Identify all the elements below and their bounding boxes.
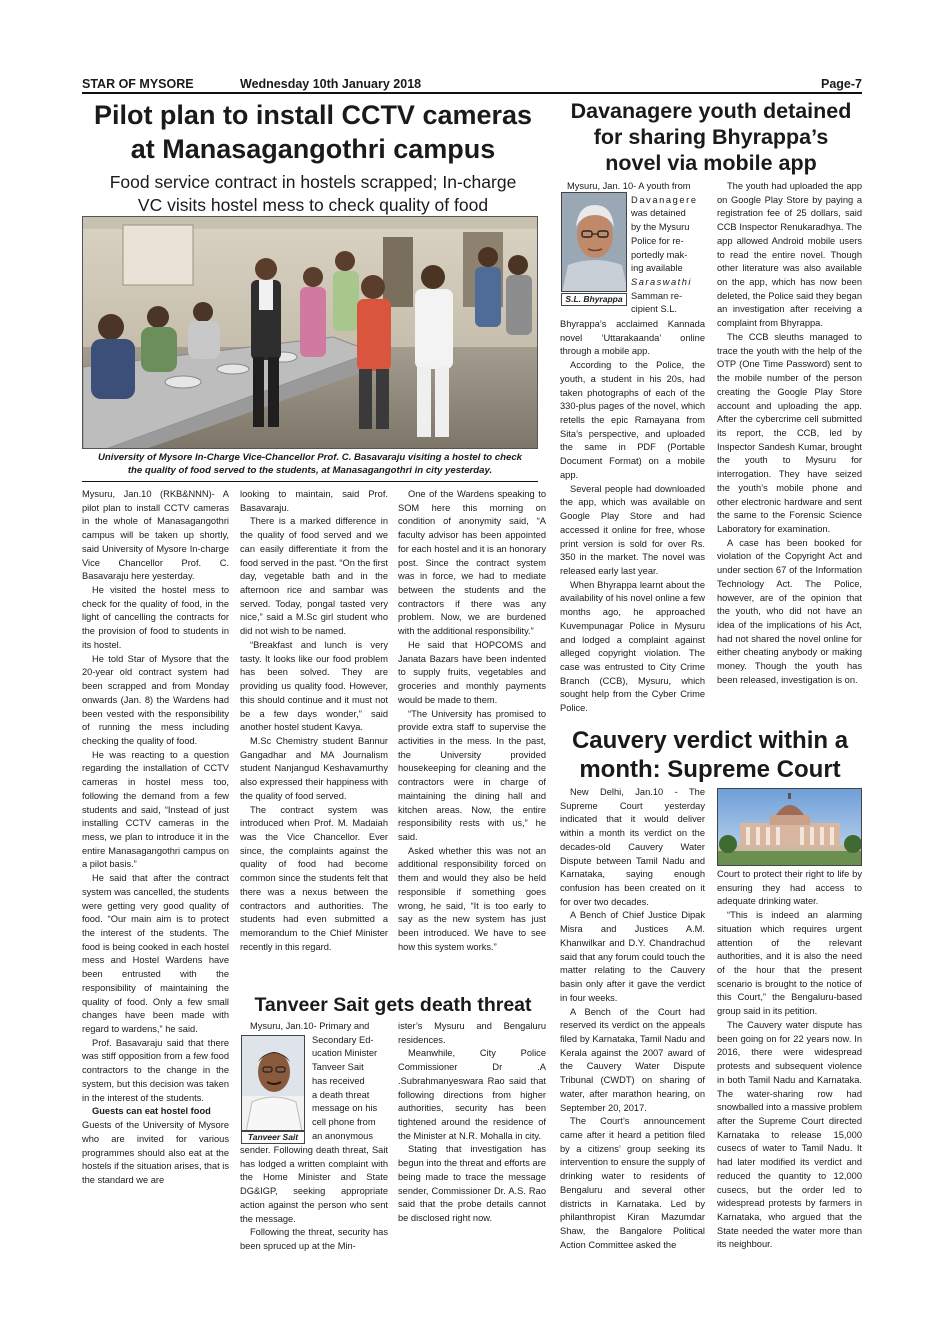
caption-line2: the quality of food served to the students, at Manasagangothri in city yesterday. (127, 465, 493, 476)
cctv-subhead: Guests can eat hostel food (92, 1106, 211, 1117)
cctv-column-3 (398, 488, 546, 988)
hostel-photo-caption (82, 451, 538, 477)
bhyrappa-line: Mysuru, Jan. 10- A youth from (567, 181, 691, 191)
bhyrappa-line: was detained (631, 208, 686, 219)
tanveer-column-1-wrap (250, 1020, 390, 1140)
tanveer-column-1 (240, 1144, 388, 1264)
bhyrappa-line: Police for re- (631, 235, 684, 246)
tanveer-paragraph: sender. Following death threat, Sait has lodged a written complaint with the Home Minister and State DG&IGP, seeking appropriate action against the person who sent the message. (240, 1145, 388, 1224)
bhyrappa-column-1-wrap (567, 180, 705, 320)
bhyrappa-line: portedly mak- (631, 249, 688, 260)
cctv-headline-line2: at Manasagangothri campus (130, 134, 496, 164)
bhyrappa-paragraph: The CCB sleuths managed to trace the youth with the help of the OTP (One Time Password) sent to the mobile number of the person creating the Google Play Store account and uploading the app. After the cybercrime cell submitted its report, the CCB, led by Inspector Sandesh Kumar, brought the youth to Mysuru for interrogation. They have seized the youth’s mobile phone and other electronic hardware and sent the same to the Forensic Science Laboratory for examination. (717, 331, 862, 534)
cctv-paragraph: Asked whether this was not an additional responsibility forced on them and would they also be held responsible if something goes wrong, he said, “It is too early to say as the new system has just been introduced. We have to see how this system works.” (398, 845, 546, 952)
bhyrappa-headline (560, 98, 862, 176)
cctv-headline (82, 98, 544, 166)
bhyrappa-line: Samman re- (631, 290, 683, 301)
caption-line1: University of Mysore In-Charge Vice-Chancellor Prof. C. Basavaraju visiting a hostel to check (97, 452, 523, 463)
page-number: Page-7 (821, 77, 862, 91)
cctv-paragraph: M.Sc Chemistry student Bannur Gangadhar and MA Journalism student Nanjangud Keshavamurthy also expressed their happiness with the quality of food served. (240, 735, 388, 801)
cauvery-headline (558, 726, 862, 784)
bhyrappa-headline-line1: Davanagere youth detained (570, 99, 852, 123)
tanveer-line: an anonymous (312, 1130, 373, 1140)
cctv-paragraph: Guests of the University of Mysore who are invited for various programmes should also eat at the hostels if the situation arises, that is the standard we are (82, 1120, 229, 1185)
bhyrappa-line: Saraswathi (631, 277, 692, 288)
cauvery-paragraph: A Bench of Chief Justice Dipak Misra and Justices A.M. Khanwilkar and D.Y. Chandrachud said that any forum could touch the matter relating to the Cauvery basin only after it gave the verdict in four weeks. (560, 910, 705, 1003)
tanveer-line: message on his (312, 1103, 378, 1114)
tanveer-headline: Tanveer Sait gets death threat (254, 994, 532, 1016)
cauvery-headline-line1: Cauvery verdict within a (571, 727, 849, 754)
cctv-paragraph: He visited the hostel mess to check for the quality of food, in the light of cancelling the contracts for the provision of food to students in its hostel. (82, 585, 229, 650)
masthead (82, 74, 862, 94)
tanveer-line: Secondary Ed- (312, 1034, 374, 1045)
supreme-court-photo (717, 788, 862, 866)
bhyrappa-photo-caption: S.L. Bhyrappa (561, 293, 627, 306)
tanveer-line: a death threat (312, 1089, 370, 1100)
cauvery-column-1 (560, 786, 705, 1264)
cctv-paragraph: There is a marked difference in the quality of food served and we can easily differentiate it from the food served in the past. “On the first day, vegetable bath and in the afternoon rice and sambar was served. Today, pongal tasted very nice,” said a M.Sc girl student who did not wish to be named. (240, 516, 388, 637)
cctv-paragraph: He said that after the contract system was cancelled, the students were getting very good quality of food. “Our main aim is to protect the interest of the students. The food is being cooked in each hostel mess and Hostel Wardens have been entrusted with the responsibility of maintaining the quality of food. Only a few small changes have been made with regard to wardens,” he said. (82, 873, 229, 1035)
cctv-paragraph: “The University has promised to provide extra staff to supervise the activities in the mess. In the past, the University provided housekeeping for cleaning and the contractors were in charge of maintaining the dining hall and kitchen areas. Now, the entire responsibility rests with us,” he said. (398, 708, 546, 842)
tanveer-column-2 (398, 1020, 546, 1265)
tanveer-paragraph: Following the threat, security has been spruced up at the Min- (240, 1227, 388, 1252)
bhyrappa-line: by the Mysuru (631, 222, 690, 233)
cauvery-paragraph: “This is indeed an alarming situation which requires urgent attention of the relevant authorities, and it is also the need of the hour that the present scenario is brought to the notice of this Court,” the Bengaluru-based group said in its petition. (717, 910, 862, 1017)
bhyrappa-paragraph: When Bhyrappa learnt about the availability of his novel online a few months ago, he approached Kuvempunagar Police in Mysuru and lodged a complaint against alleged copyright violation. The case was entrusted to City Crime Branch (CCB), Mysuru, which sought help from the Cyber Crime Police. (560, 579, 705, 714)
tanveer-line: has received (312, 1075, 365, 1086)
cctv-headline-line1: Pilot plan to install CCTV cameras (93, 100, 533, 130)
bhyrappa-line: Davanagere (631, 194, 698, 205)
cctv-subheadline (82, 171, 544, 217)
bhyrappa-column-2 (717, 180, 862, 725)
hostel-visit-photo (82, 216, 538, 449)
cctv-paragraph: Mysuru, Jan.10 (RKB&NNN)- A pilot plan to install CCTV cameras in the whole of Manasagangothri campus will be taken up shortly, said University of Mysore In-charge Vice Chancellor Prof. C. Basavaraju here yesterday. (82, 489, 229, 582)
cauvery-headline-line2: month: Supreme Court (579, 756, 841, 783)
tanveer-line: Tanveer Sait (312, 1062, 364, 1073)
cctv-paragraph: looking to maintain, said Prof. Basavaraju. (240, 489, 388, 513)
bhyrappa-paragraph: The youth had uploaded the app on Google Play Store by paying a registration fee of 25 dollars, said CCB Inspector Renukaradhya. The app allowed Android mobile users to read the entire novel. Though other literature was also available on the app, which has now been deleted, the Police said they began an investigation after receiving a complaint from Bhyrappa. (717, 181, 862, 329)
cctv-paragraph: “Breakfast and lunch is very tasty. It looks like our food problem has been solved. They are providing us quality food. However, this should continue and it must not be a few days wonder,” said another hostel student Kavya. (240, 639, 388, 733)
tanveer-line: ucation Minister (312, 1048, 378, 1059)
bhyrappa-headline-line3: novel via mobile app (605, 151, 817, 175)
bhyrappa-column-1 (560, 318, 705, 724)
tanveer-photo-caption: Tanveer Sait (241, 1131, 305, 1144)
cctv-column-1 (82, 488, 229, 1263)
cauvery-paragraph: A Bench of the Court had reserved its verdict on the appeals filed by Karnataka, Tamil Nadu and Kerala against the 2007 award of the Cauvery Water Dispute Tribunal (CWDT) on sharing of water, after marathon hearing, on September 20, 2017. (560, 1006, 705, 1113)
cctv-column-2 (240, 488, 388, 988)
cauvery-paragraph: The Court’s announcement came after it heard a petition filed by a citizens’ group seeking its intervention to ensure the supply of drinking water to residents of Bengaluru and several other districts in Karnataka. Led by philanthropist Kiran Mazumdar Shaw, the Bangalore Political Action Committee asked the (560, 1116, 705, 1250)
cctv-paragraph: He said that HOPCOMS and Janata Bazars have been indented to supply fruits, vegetables and groceries and monthly payments would be made to them. (398, 639, 546, 705)
cctv-dek-line1: Food service contract in hostels scrapped; In-charge (109, 172, 517, 192)
bhyrappa-headline-line2: for sharing Bhyrappa’s (593, 125, 829, 149)
masthead-rule (82, 92, 862, 94)
tanveer-paragraph: ister’s Mysuru and Bengaluru residences. (398, 1021, 546, 1045)
cauvery-paragraph: Court to protect their right to life by ensuring they had access to adequate drinking water. (717, 869, 862, 907)
bhyrappa-line: cipient S.L. (631, 304, 677, 315)
tanveer-line: Mysuru, Jan.10- Primary and (250, 1021, 370, 1031)
cctv-paragraph: One of the Wardens speaking to SOM here this morning on condition of anonymity said, “A faculty advisor has been appointed for each hostel and it is an honorary post. Since the contract system was in force, we had to mediate between the students and the contractors if there was any problem. Now, we are burdened with the additional responsibility.” (398, 489, 546, 637)
bhyrappa-paragraph: Several people had downloaded the app, which was available on Google Play Store and had accessed it online for free, whose print version is sold for over Rs. 350 in the market. The novel was released early last year. (560, 483, 705, 576)
caption-rule (82, 481, 538, 482)
issue-date: Wednesday 10th January 2018 (240, 77, 422, 91)
cctv-paragraph: The contract system was introduced when Prof. M. Madaiah was the Vice Chancellor. Ever since, the complaints against the quality of food had become common since the students felt that there was a nexus between the contractors and authorities. The students had even submitted a memorandum to the Chief Minister recently in this regard. (240, 804, 388, 952)
bhyrappa-line: ing available (631, 263, 683, 274)
bhyrappa-paragraph: A case has been booked for violation of the Copyright Act and under section 67 of the Information Technology Act. The Police, however, are of the opinion that the youth, who did not have an idea of the implications of his Act, had not shared the novel online for either cheating anybody or making money. Though the youth has been released, investigation is on. (717, 537, 862, 685)
cctv-paragraph: He told Star of Mysore that the 20-year old contract system had been scrapped and from Monday onwards (Jan. 8) the Wardens had been vested with the responsibility of running the mess including checking the quality of food. (82, 653, 229, 746)
paper-name: STAR OF MYSORE (82, 77, 194, 91)
tanveer-paragraph: Meanwhile, City Police Commissioner Dr .A .Subrahmanyeswara Rao said that following directions from higher authorities, security has been tightened around the residence of the Minister at N.R. Mohalla in city. (398, 1048, 546, 1141)
bhyrappa-paragraph: According to the Police, the youth, a student in his 20s, had taken photographs of each of the 330-plus pages of the novel, which retells the epic Ramayana from Sita’s perspective, and uploaded the same in PDF (Portable Document Format) on a mobile app. (560, 360, 705, 480)
cctv-paragraph: Prof. Basavaraju said that there was stiff opposition from a few food contractors to the change in the system, but this decision was taken in the interest of the students. (82, 1037, 229, 1103)
tanveer-line: cell phone from (312, 1117, 376, 1128)
bhyrappa-paragraph: Bhyrappa’s acclaimed Kannada novel ‘Uttarakaanda’ online through a mobile app. (560, 319, 705, 357)
cauvery-paragraph: New Delhi, Jan.10 - The Supreme Court yesterday indicated that it would deliver within a month its verdict on the decades-old Cauvery Water Dispute between Tamil Nadu and Karnataka, saying enough confusion has been created on it for over two decades. (560, 787, 705, 907)
cctv-paragraph: He was reacting to a question regarding the installation of CCTV cameras in hostel mess too, following the demand from a few students and said, “Instead of just installing CCTV cameras in the mess, we plan to introduce it in the entire Manasagangothri campus on a pilot basis.” (82, 749, 229, 870)
cctv-dek-line2: VC visits hostel mess to check quality of food (137, 195, 489, 215)
cauvery-paragraph: The Cauvery water dispute has been going on for 22 years now. In 2016, there were widespread protests and subsequent violence in both Tamil Nadu and Karnataka. The water-sharing row had snowballed into a massive problem after the Supreme Court directed Karnataka to release 15,000 cusecs of water to Tamil Nadu. It had later modified its verdict and reduced the quantity to 12,000 cusecs, but the order led to widespread protests by farmers in Karnataka, who argued that the State needed the water more than its neighbour. (717, 1019, 862, 1250)
cauvery-column-2 (717, 868, 862, 1264)
tanveer-paragraph: Stating that investigation has begun into the threat and efforts are being made to trace the message sender, Commissioner Dr. A.S. Rao said that the probe details cannot be disclosed right now. (398, 1144, 546, 1224)
